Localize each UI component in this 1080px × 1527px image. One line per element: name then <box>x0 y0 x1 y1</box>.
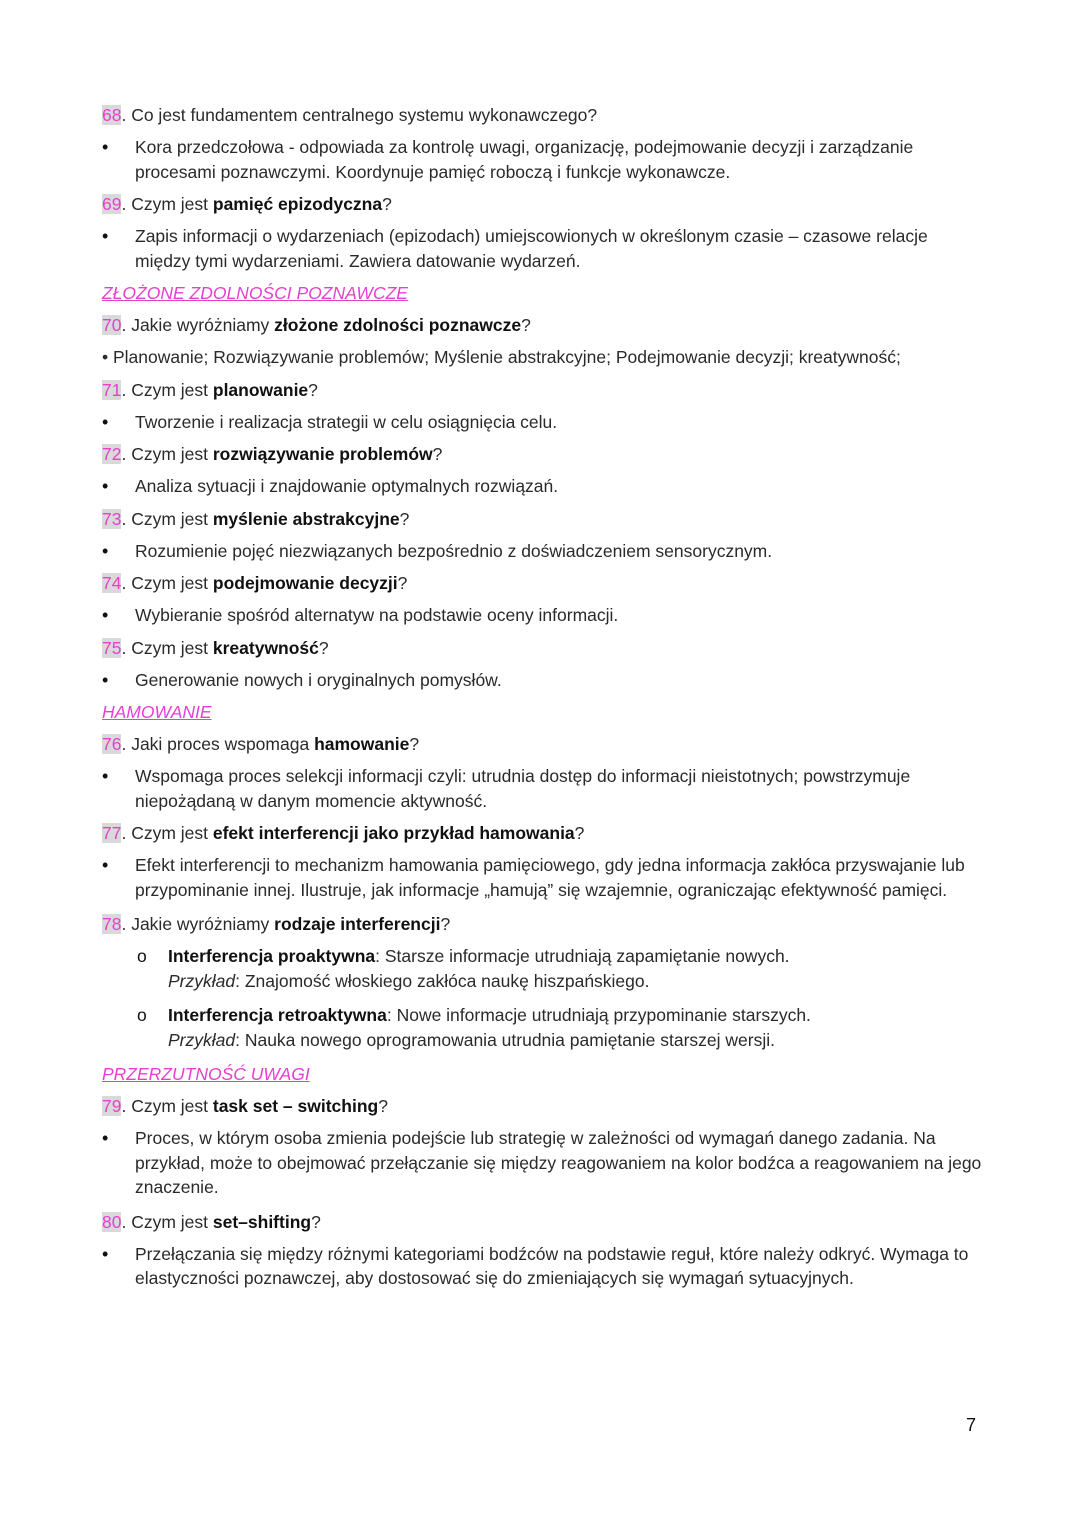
question-72: 72. Czym jest rozwiązywanie problemów? <box>102 444 443 464</box>
section-heading: HAMOWANIE <box>102 702 212 722</box>
answer-80: • Przełączania się między różnymi kategoriami bodźców na podstawie reguł, które należy odkryć. Wymaga to elastyczności poznawczej, aby dostosować się do zmieniających się wymagań sytuacyjnych. <box>102 1243 969 1288</box>
question-number: 79 <box>102 1096 122 1116</box>
answer-70: • Planowanie; Rozwiązywanie problemów; Myślenie abstrakcyjne; Podejmowanie decyzji; kreatywność; <box>102 347 901 367</box>
question-76: 76. Jaki proces wspomaga hamowanie? <box>102 734 420 754</box>
answer-72: • Analiza sytuacji i znajdowanie optymalnych rozwiązań. <box>102 474 982 499</box>
circle-bullet-icon: o <box>137 1005 147 1025</box>
section-heading: PRZERZUTNOŚĆ UWAGI <box>102 1064 310 1084</box>
bullet-icon: • <box>102 137 109 157</box>
question-number: 68 <box>102 105 122 125</box>
section-heading: ZŁOŻONE ZDOLNOŚCI POZNAWCZE <box>102 283 408 303</box>
bullet-icon: • <box>102 411 109 432</box>
question-78: 78. Jakie wyróżniamy rodzaje interferencji? <box>102 914 451 934</box>
answer-74: • Wybieranie spośród alternatyw na podstawie oceny informacji. <box>102 603 982 628</box>
question-number: 78 <box>102 914 122 934</box>
question-number: 70 <box>102 315 122 335</box>
answer-76: • Wspomaga proces selekcji informacji czyli: utrudnia dostęp do informacji nieistotnych; powstrzymuje niepożądaną w danym momencie aktywność. <box>102 766 911 811</box>
bullet-icon: • <box>102 605 109 625</box>
bullet-icon: • <box>102 226 109 246</box>
circle-bullet-icon: o <box>137 946 147 966</box>
question-number: 75 <box>102 637 122 658</box>
bullet-icon: • <box>102 540 109 561</box>
sub-item-proactive: o Interferencja proaktywna: Starsze informacje utrudniają zapamiętanie nowych. Przykład: Znajomość włoskiego zakłóca naukę hiszpańskiego. <box>137 946 790 991</box>
question-71: 71. Czym jest planowanie? <box>102 379 318 400</box>
question-74: 74. Czym jest podejmowanie decyzji? <box>102 573 408 593</box>
question-number: 77 <box>102 823 122 843</box>
question-number: 76 <box>102 734 122 754</box>
question-number: 80 <box>102 1211 122 1232</box>
document-page <box>102 103 982 1299</box>
answer-77: • Efekt interferencji to mechanizm hamowania pamięciowego, gdy jedna informacja zakłóca przyswajanie lub przypominanie innej. Ilustruje, jak informacje „hamują” się wzajemnie, ograniczając efektywność pamięci. <box>102 855 965 900</box>
bullet-icon: • <box>102 1128 109 1148</box>
question-75: 75. Czym jest kreatywność? <box>102 637 329 658</box>
question-77: 77. Czym jest efekt interferencji jako przykład hamowania? <box>102 823 585 843</box>
answer-79: • Proces, w którym osoba zmienia podejście lub strategię w zależności od wymagań danego zadania. Na przykład, może to obejmować przełączanie się między reagowaniem na kolor bodźca a reagowaniem na jego znaczenie. <box>102 1128 982 1197</box>
question-79: 79. Czym jest task set – switching? <box>102 1096 388 1116</box>
question-number: 72 <box>102 444 122 464</box>
question-number: 74 <box>102 573 122 593</box>
answer-68: • Kora przedczołowa - odpowiada za kontrolę uwagi, organizację, podejmowanie decyzji i zarządzanie procesami poznawczymi. Koordynuje pamięć roboczą i funkcje wykonawcze. <box>102 137 914 182</box>
question-80: 80. Czym jest set–shifting? <box>102 1211 321 1232</box>
answer-71: • Tworzenie i realizacja strategii w celu osiągnięcia celu. <box>102 410 982 435</box>
bullet-icon: • <box>102 1243 109 1264</box>
bullet-icon: • <box>102 476 109 496</box>
bullet-icon: • <box>102 766 109 786</box>
question-73: 73. Czym jest myślenie abstrakcyjne? <box>102 508 410 529</box>
answer-69: • Zapis informacji o wydarzeniach (epizodach) umiejscowionych w określonym czasie – czasowe relacje między tymi wydarzeniami. Zawiera datowanie wydarzeń. <box>102 226 928 271</box>
question-number: 71 <box>102 379 122 400</box>
answer-73: • Rozumienie pojęć niezwiązanych bezpośrednio z doświadczeniem sensorycznym. <box>102 539 982 564</box>
question-68: 68. Co jest fundamentem centralnego systemu wykonawczego? <box>102 105 598 125</box>
answer-75: • Generowanie nowych i oryginalnych pomysłów. <box>102 668 982 693</box>
page-number: 7 <box>966 1415 977 1435</box>
bullet-icon: • <box>102 669 109 690</box>
sub-item-retroactive: o Interferencja retroaktywna: Nowe informacje utrudniają przypominanie starszych. Przykład: Nauka nowego oprogramowania utrudnia pamiętanie starszej wersji. <box>137 1005 811 1050</box>
question-number: 69 <box>102 194 122 214</box>
question-69: 69. Czym jest pamięć epizodyczna? <box>102 194 392 214</box>
question-70: 70. Jakie wyróżniamy złożone zdolności poznawcze? <box>102 315 531 335</box>
question-number: 73 <box>102 508 122 529</box>
bullet-icon: • <box>102 855 109 875</box>
